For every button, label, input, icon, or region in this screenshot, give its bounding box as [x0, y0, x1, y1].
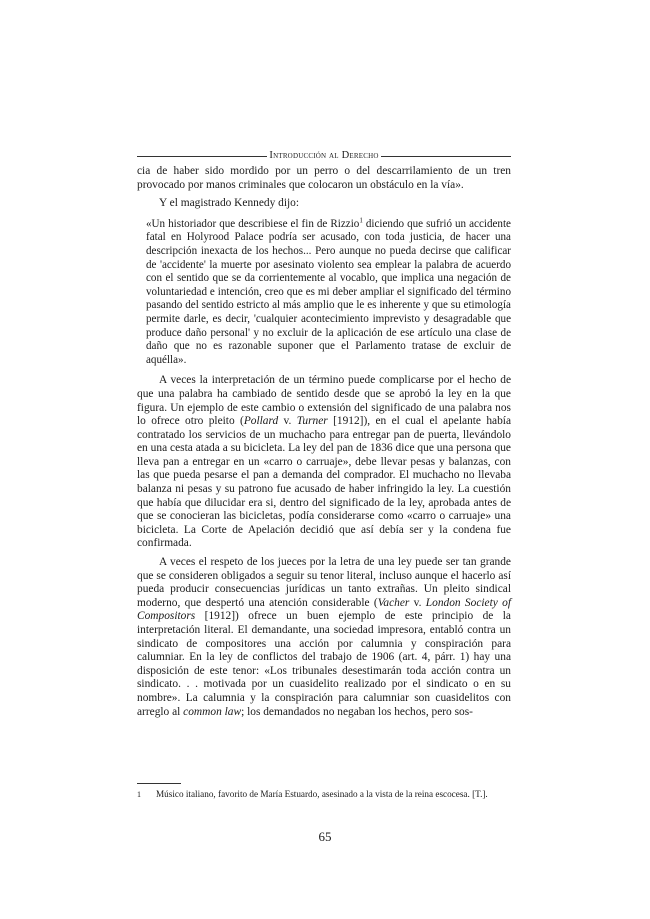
header-rule-left	[137, 156, 267, 157]
running-header	[137, 150, 511, 162]
footnote-separator	[137, 783, 181, 784]
main-text	[137, 165, 511, 719]
case-party-name: Pollard	[243, 415, 279, 428]
paragraph-text: ; los demandados no negaban los hechos, pero sos-	[241, 705, 473, 718]
case-versus: v.	[409, 596, 426, 609]
footnote-reference: 1	[359, 216, 363, 225]
block-quote	[146, 218, 511, 368]
paragraph-text: [1912]) ofrece un buen ejemplo de este principio de la interpretación literal. El demandante, una sociedad impresora, entabló contra un sindicato de compositores una acción por calumnia y conspiración para calumniar. En la ley de conflictos del trabajo de 1906 (art. 4, párr. 1) hay una disposición de este tenor: «Los tribunales desestimarán toda acción contra un sindicato. . . motivada por un cuasidelito realizado por el sindicato o en su nombre». La calumnia y la conspiración para calumniar son cuasidelitos con arreglo al	[137, 610, 511, 718]
paragraph-pollard-case	[137, 374, 511, 551]
case-party-name: London Society of Compositors	[137, 596, 512, 623]
running-header-title: Introducción al Derecho	[269, 150, 379, 161]
footnote	[137, 789, 511, 800]
case-party-name: Turner	[296, 415, 328, 428]
quote-text-start: «Un historiador que describiese el fin de Rizzio	[146, 217, 360, 230]
paragraph-text: A veces el respeto de los jueces por la letra de una ley puede ser tan grande que se consideren obligados a seguir su tenor literal, incluso aunque el hacerlo así pueda producir consecuencias jurídicas un tanto extrañas. Un pleito sindical moderno, que despertó una atención considerable (	[137, 556, 511, 609]
case-versus: v.	[278, 415, 297, 428]
common-law-term: common law	[183, 705, 242, 718]
header-rule-right	[381, 156, 511, 157]
paragraph-text: A veces la interpretación de un término puede complicarse por el hecho de que una palabra ha cambiado de sentido desde que se aprobó la ley en la que figura. Un ejemplo de este cambio o extensión del significado de una palabra nos lo ofrece otro pleito (	[137, 374, 511, 428]
footnote-text: Músico italiano, favorito de María Estuardo, asesinado a la vista de la reina escocesa. [T.].	[156, 789, 488, 799]
paragraph-continuation: cia de haber sido mordido por un perro o del descarrilamiento de un tren provocado por manos criminales que colocaron un obstáculo en la vía».	[137, 165, 511, 191]
paragraph-kennedy-intro: Y el magistrado Kennedy dijo:	[159, 197, 300, 210]
footnote-number: 1	[137, 790, 141, 799]
case-party-name: Vacher	[377, 596, 410, 609]
paragraph-text: [1912]), en el cual el apelante había contratado los servicios de un muchacho para entregar pan de puerta, llevándolo en una cesta atada a su bicicleta. La ley del pan de 1836 dice que una persona que lleva pan a entregar en un «carro o carruaje», debe llevar pesas y balanzas, con las que pueda pesarse el pan a demanda del comprador. El muchacho no llevaba balanza ni pesas y su patrono fue acusado de haber infringido la ley. La cuestión que había que dilucidar era si, dentro del significado de la ley, aprobada antes de que se conocieran las bicicletas, podía considerarse como «carro o carruaje» una bicicleta. La Corte de Apelación decidió que así debía ser y la condena fue confirmada.	[137, 415, 511, 550]
quote-text-end: diciendo que sufrió un accidente fatal en Holyrood Palace podría ser acusado, con toda justicia, de hacer una descripción inexacta de los hechos... Pero aunque no pueda decirse que calificar de 'accidente' la muerte por asesinato violento sea emplear la palabra de acuerdo con el sentido que se da corrientemente al vocablo, que implica una negación de voluntariedad e intención, creo que es mi deber ampliar el significado del término pasando del sentido estricto al más amplio que le es inherente y que su etimología permite darle, es decir, 'cualquier acontecimiento imprevisto y desagradable que produce daño personal' y no excluir de la aplicación de ese artículo una clase de daño que no es razonable suponer que el Parlamento tratase de excluir de aquélla».	[146, 217, 511, 366]
page-number: 65	[318, 829, 332, 844]
paragraph-vacher-case	[137, 556, 511, 719]
